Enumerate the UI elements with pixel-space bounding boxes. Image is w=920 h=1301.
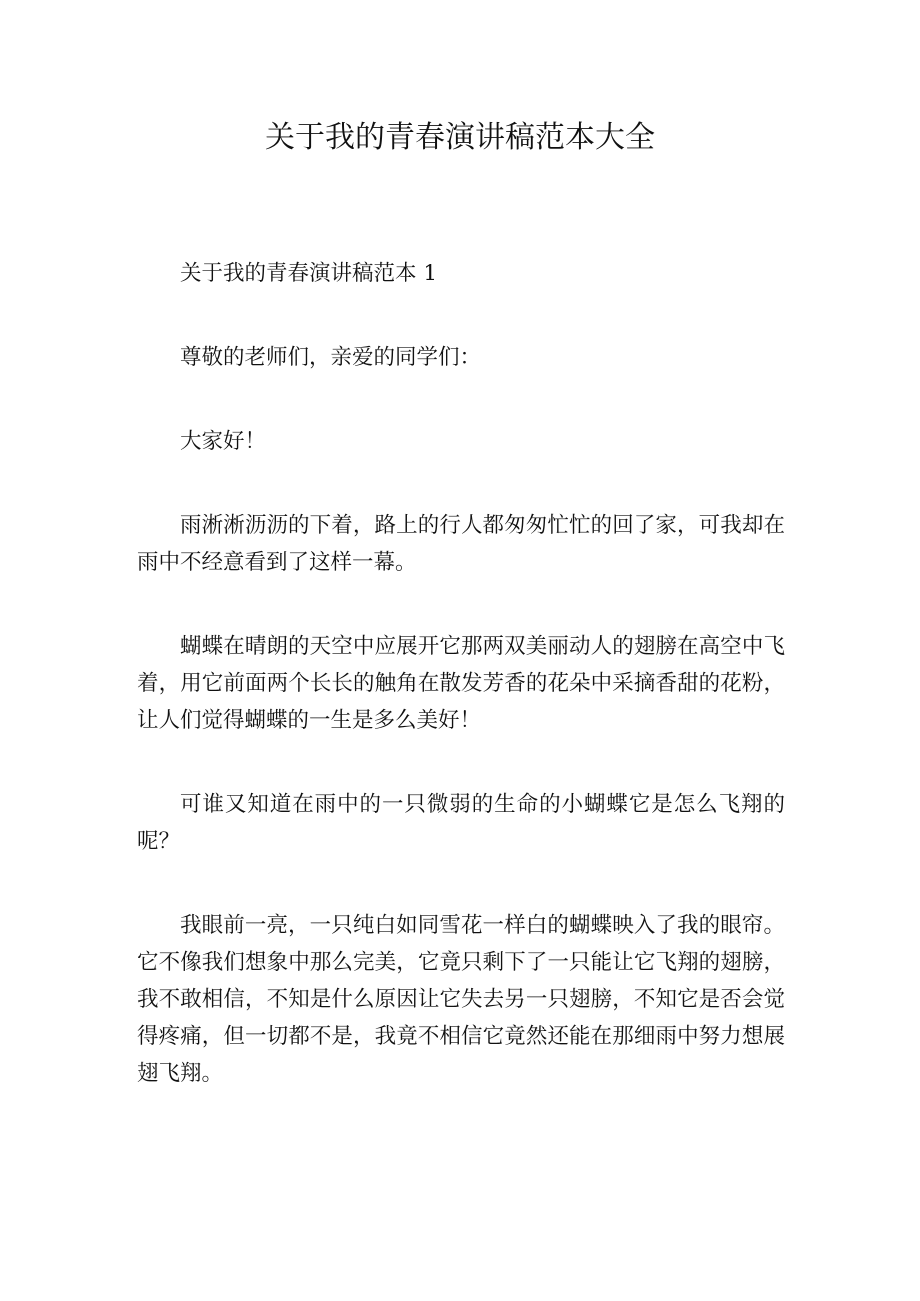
body-paragraph: 蝴蝶在晴朗的天空中应展开它那两双美丽动人的翅膀在高空中飞着，用它前面两个长长的触角在散发芳香的花朵中采摘香甜的花粉，让人们觉得蝴蝶的一生是多么美好！ <box>137 634 785 733</box>
document-body <box>137 255 785 1139</box>
section-heading: 关于我的青春演讲稿范本 1 <box>180 261 438 286</box>
salutation: 尊敬的老师们，亲爱的同学们： <box>180 345 482 370</box>
body-paragraph: 雨淅淅沥沥的下着，路上的行人都匆匆忙忙的回了家，可我却在雨中不经意看到了这样一幕。 <box>137 513 785 575</box>
greeting: 大家好！ <box>180 429 267 454</box>
document-title: 关于我的青春演讲稿范本大全 <box>265 120 655 155</box>
body-paragraph: 可谁又知道在雨中的一只微弱的生命的小蝴蝶它是怎么飞翔的呢？ <box>137 792 785 854</box>
body-paragraph: 我眼前一亮，一只纯白如同雪花一样白的蝴蝶映入了我的眼帘。它不像我们想象中那么完美，它竟只剩下了一只能让它飞翔的翅膀，我不敢相信，不知是什么原因让它失去另一只翅膀，不知它是否会觉得疼痛，但一切都不是，我竟不相信它竟然还能在那细雨中努力想展翅飞翔。 <box>137 913 785 1086</box>
